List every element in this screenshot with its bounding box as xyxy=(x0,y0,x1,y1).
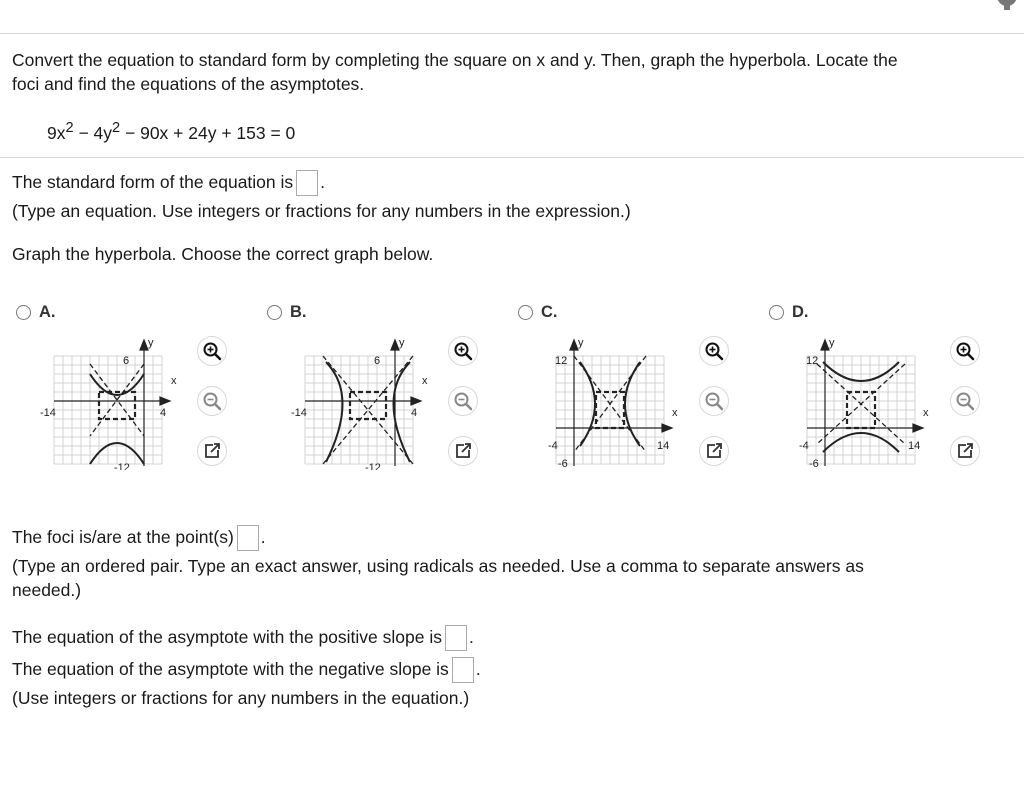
option-d-axis-y: y xyxy=(829,337,835,349)
zoom-out-icon xyxy=(202,391,222,411)
zoom-in-icon xyxy=(453,341,473,361)
zoom-out-icon xyxy=(955,391,975,411)
standard-form-row xyxy=(12,170,325,196)
option-c-tick-right: 14 xyxy=(657,440,670,452)
option-b-axis-x: x xyxy=(422,375,428,387)
positive-asymptote-prompt: The equation of the asymptote with the positive slope is xyxy=(12,627,442,647)
option-b-radio[interactable] xyxy=(267,305,282,320)
option-b-zoom-in-button[interactable] xyxy=(448,336,478,366)
open-new-window-icon xyxy=(202,441,222,461)
zoom-in-icon xyxy=(202,341,222,361)
option-c-axis-x: x xyxy=(672,407,678,419)
option-c-radio[interactable] xyxy=(518,305,533,320)
foci-hint-line-1: (Type an ordered pair. Type an exact answer, using radicals as needed. Use a comma to separate answers as xyxy=(12,556,864,576)
foci-prompt: The foci is/are at the point(s) xyxy=(12,527,234,547)
option-a-tick-bottom: -12 xyxy=(114,462,130,470)
option-d-zoom-in-button[interactable] xyxy=(950,336,980,366)
option-a-radio[interactable] xyxy=(16,305,31,320)
negative-asymptote-prompt: The equation of the asymptote with the negative slope is xyxy=(12,659,449,679)
option-c-zoom-out-button[interactable] xyxy=(699,386,729,416)
option-b-tick-top: 6 xyxy=(374,355,381,367)
positive-asymptote-period: . xyxy=(468,627,474,647)
option-a-axis-x: x xyxy=(171,375,177,387)
option-a-tick-right: 4 xyxy=(160,407,167,419)
option-b-tick-left: -14 xyxy=(291,407,307,419)
positive-asymptote-answer-box[interactable] xyxy=(445,625,467,651)
option-d-radio[interactable] xyxy=(769,305,784,320)
option-d-graph xyxy=(793,334,933,470)
open-new-window-icon xyxy=(704,441,724,461)
option-b-axis-y: y xyxy=(399,337,405,349)
option-a[interactable] xyxy=(16,300,56,324)
standard-form-answer-box[interactable] xyxy=(296,170,318,196)
option-b[interactable] xyxy=(267,300,307,324)
option-a-label: A. xyxy=(39,302,56,321)
negative-asymptote-answer-box[interactable] xyxy=(452,657,474,683)
option-d-label: D. xyxy=(792,302,809,321)
given-equation: $9x^2 - 4y^2 - 90x + 24y + 153 = 0$ xyxy=(47,120,296,143)
positive-asymptote-row xyxy=(12,625,474,651)
standard-form-hint: (Type an equation. Use integers or fractions for any numbers in the expression.) xyxy=(12,201,631,221)
settings-gear-icon[interactable] xyxy=(990,0,1024,20)
option-d-zoom-out-button[interactable] xyxy=(950,386,980,416)
option-d-tick-left: -4 xyxy=(799,440,809,452)
zoom-in-icon xyxy=(955,341,975,361)
option-d[interactable] xyxy=(769,300,809,324)
option-c-label: C. xyxy=(541,302,558,321)
foci-row xyxy=(12,525,266,551)
option-d-tick-right: 14 xyxy=(908,440,921,452)
negative-asymptote-period: . xyxy=(475,659,481,679)
graph-prompt: Graph the hyperbola. Choose the correct graph below. xyxy=(12,244,434,264)
option-b-tick-bottom: -12 xyxy=(365,462,381,470)
option-a-tick-top: 6 xyxy=(123,355,130,367)
option-d-open-window-button[interactable] xyxy=(950,436,980,466)
option-c-tick-bottom: -6 xyxy=(558,458,568,470)
zoom-out-icon xyxy=(704,391,724,411)
option-d-tick-top: 12 xyxy=(806,355,819,367)
option-b-label: B. xyxy=(290,302,307,321)
option-c-axis-y: y xyxy=(578,337,584,349)
question-line-2: foci and find the equations of the asymptotes. xyxy=(12,74,365,94)
option-c-open-window-button[interactable] xyxy=(699,436,729,466)
zoom-in-icon xyxy=(704,341,724,361)
option-c-graph xyxy=(542,334,682,470)
top-bar xyxy=(0,0,1024,34)
negative-asymptote-row xyxy=(12,657,481,683)
foci-answer-box[interactable] xyxy=(237,525,259,551)
open-new-window-icon xyxy=(955,441,975,461)
option-a-zoom-out-button[interactable] xyxy=(197,386,227,416)
option-a-open-window-button[interactable] xyxy=(197,436,227,466)
question-line-1: Convert the equation to standard form by completing the square on x and y. Then, graph the hyperbola. Locate the xyxy=(12,50,898,70)
standard-form-period: . xyxy=(320,172,326,192)
option-b-graph xyxy=(291,334,431,470)
option-c-tick-left: -4 xyxy=(548,440,558,452)
option-c-zoom-in-button[interactable] xyxy=(699,336,729,366)
open-new-window-icon xyxy=(453,441,473,461)
zoom-out-icon xyxy=(453,391,473,411)
option-b-zoom-out-button[interactable] xyxy=(448,386,478,416)
divider xyxy=(0,157,1024,158)
foci-hint-line-2: needed.) xyxy=(12,580,82,600)
option-d-tick-bottom: -6 xyxy=(809,458,819,470)
standard-form-prompt: The standard form of the equation is xyxy=(12,172,294,192)
option-d-axis-x: x xyxy=(923,407,929,419)
foci-period: . xyxy=(260,527,266,547)
option-b-open-window-button[interactable] xyxy=(448,436,478,466)
option-a-graph xyxy=(40,334,180,470)
option-c-tick-top: 12 xyxy=(555,355,568,367)
option-a-zoom-in-button[interactable] xyxy=(197,336,227,366)
option-c[interactable] xyxy=(518,300,558,324)
option-a-tick-left: -14 xyxy=(40,407,56,419)
option-a-axis-y: y xyxy=(148,337,154,349)
option-b-tick-right: 4 xyxy=(411,407,418,419)
asymptote-hint: (Use integers or fractions for any numbers in the equation.) xyxy=(12,688,470,708)
